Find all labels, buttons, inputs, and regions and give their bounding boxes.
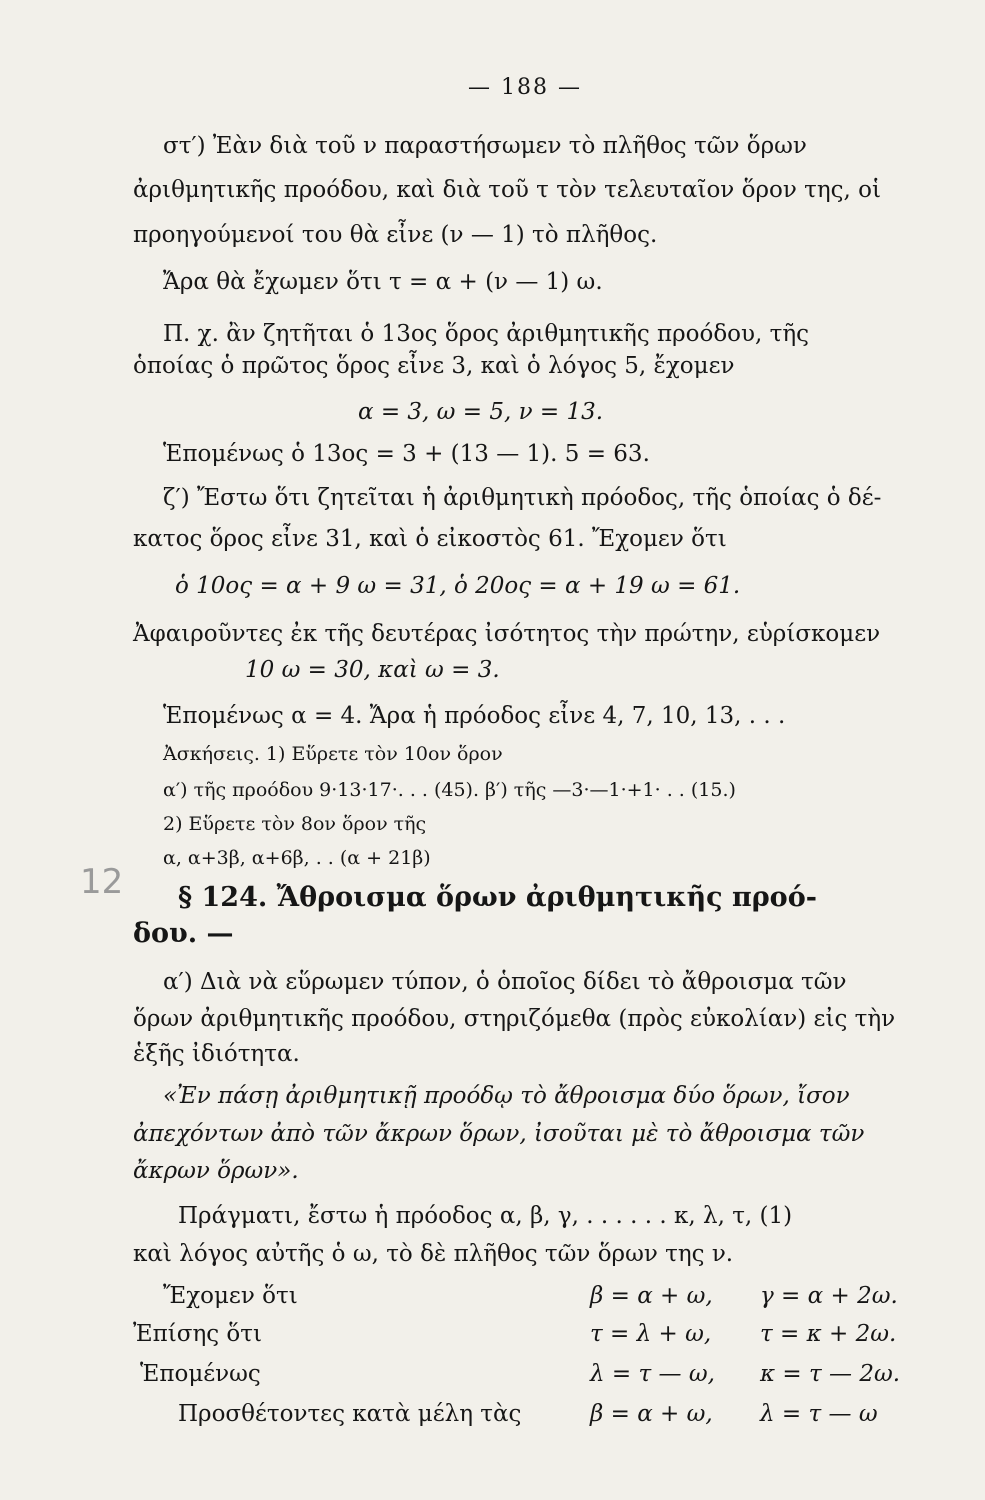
exercise-line-3: 2) Εὕρετε τὸν 8ον ὅρον τῆς (163, 813, 427, 835)
margin-note: 12 (80, 862, 124, 902)
exercise-line-1: Ἀσκήσεις. 1) Εὕρετε τὸν 10ον ὅρον (163, 743, 503, 765)
equation-label-1: Ἔχομεν ὅτι (163, 1283, 298, 1309)
text-line-6: ὁποίας ὁ πρῶτος ὅρος εἶνε 3, καὶ ὁ λόγος 5, ἔχομεν (133, 353, 735, 379)
equation-line-3: 10 ω = 30, καὶ ω = 3. (245, 657, 500, 683)
theorem-line-1: «Ἐν πάσῃ ἀριθμητικῇ προόδῳ τὸ ἄθροισμα δύο ὅρων, ἴσον (163, 1083, 850, 1109)
section-heading: § 124. Ἄθροισμα ὅρων ἀριθμητικῆς προό- (178, 882, 817, 913)
text-line-2: ἀριθμητικῆς προόδου, καὶ διὰ τοῦ τ τὸν τελευταῖον ὅρον της, οἱ (133, 177, 881, 203)
text-line-4: Ἄρα θὰ ἔχωμεν ὅτι τ = α + (ν — 1) ω. (163, 269, 603, 295)
exercise-line-2: α′) τῆς προόδου 9·13·17·. . . (45). β′) τῆς —3·—1·+1· . . (15.) (163, 779, 736, 801)
page-number: — 188 — (468, 75, 582, 100)
section-heading-cont: δου. — (133, 918, 234, 949)
equation-label-2: Ἐπίσης ὅτι (133, 1321, 263, 1347)
equation-right-4: λ = τ — ω (760, 1401, 878, 1427)
equation-label-3: Ἑπομένως (140, 1361, 261, 1387)
text-line-5: Π. χ. ἂν ζητῆται ὁ 13ος ὅρος ἀριθμητικῆς προόδου, τῆς (163, 321, 810, 347)
equation-right-3: κ = τ — 2ω. (760, 1361, 901, 1387)
text-line-12: α′) Διὰ νὰ εὕρωμεν τύπον, ὁ ὁποῖος δίδει τὸ ἄθροισμα τῶν (163, 969, 847, 995)
text-line-8: ζ′) Ἔστω ὅτι ζητεῖται ἡ ἀριθμητικὴ πρόοδος, τῆς ὁποίας ὁ δέ- (163, 485, 882, 511)
equation-line-2: ὁ 10ος = α + 9 ω = 31, ὁ 20ος = α + 19 ω = 61. (175, 573, 741, 599)
equation-left-2: τ = λ + ω, (590, 1321, 712, 1347)
text-line-13: ὅρων ἀριθμητικῆς προόδου, στηριζόμεθα (πρὸς εὐκολίαν) εἰς τὴν (133, 1006, 896, 1032)
equation-right-2: τ = κ + 2ω. (760, 1321, 897, 1347)
equation-line-1: α = 3, ω = 5, ν = 13. (358, 399, 604, 425)
text-line-14: ἑξῆς ἰδιότητα. (133, 1041, 300, 1067)
equation-right-1: γ = α + 2ω. (760, 1283, 898, 1309)
text-line-1: στ′) Ἐὰν διὰ τοῦ ν παραστήσωμεν τὸ πλῆθος τῶν ὅρων (163, 133, 807, 159)
theorem-line-2: ἀπεχόντων ἀπὸ τῶν ἄκρων ὅρων, ἰσοῦται μὲ τὸ ἄθροισμα τῶν (133, 1121, 865, 1147)
text-line-15: Πράγματι, ἔστω ἡ πρόοδος α, β, γ, . . . . . . κ, λ, τ, (1) (178, 1203, 793, 1229)
equation-left-1: β = α + ω, (590, 1283, 713, 1309)
text-line-16: καὶ λόγος αὐτῆς ὁ ω, τὸ δὲ πλῆθος τῶν ὅρων της ν. (133, 1241, 734, 1267)
text-line-7: Ἑπομένως ὁ 13ος = 3 + (13 — 1). 5 = 63. (163, 441, 650, 467)
equation-left-4: β = α + ω, (590, 1401, 713, 1427)
text-line-11: Ἑπομένως α = 4. Ἄρα ἡ πρόοδος εἶνε 4, 7, 10, 13, . . . (163, 703, 786, 729)
equation-label-4: Προσθέτοντες κατὰ μέλη τὰς (178, 1401, 522, 1427)
text-line-9: κατος ὅρος εἶνε 31, καὶ ὁ εἰκοστὸς 61. Ἔχομεν ὅτι (133, 526, 727, 552)
text-line-3: προηγούμενοί του θὰ εἶνε (ν — 1) τὸ πλῆθος. (133, 222, 658, 248)
equation-left-3: λ = τ — ω, (590, 1361, 715, 1387)
theorem-line-3: ἄκρων ὅρων». (133, 1158, 299, 1184)
exercise-line-4: α, α+3β, α+6β, . . (α + 21β) (163, 847, 431, 869)
text-line-10: Ἀφαιροῦντες ἐκ τῆς δευτέρας ἰσότητος τὴν πρώτην, εὑρίσκομεν (133, 621, 881, 647)
